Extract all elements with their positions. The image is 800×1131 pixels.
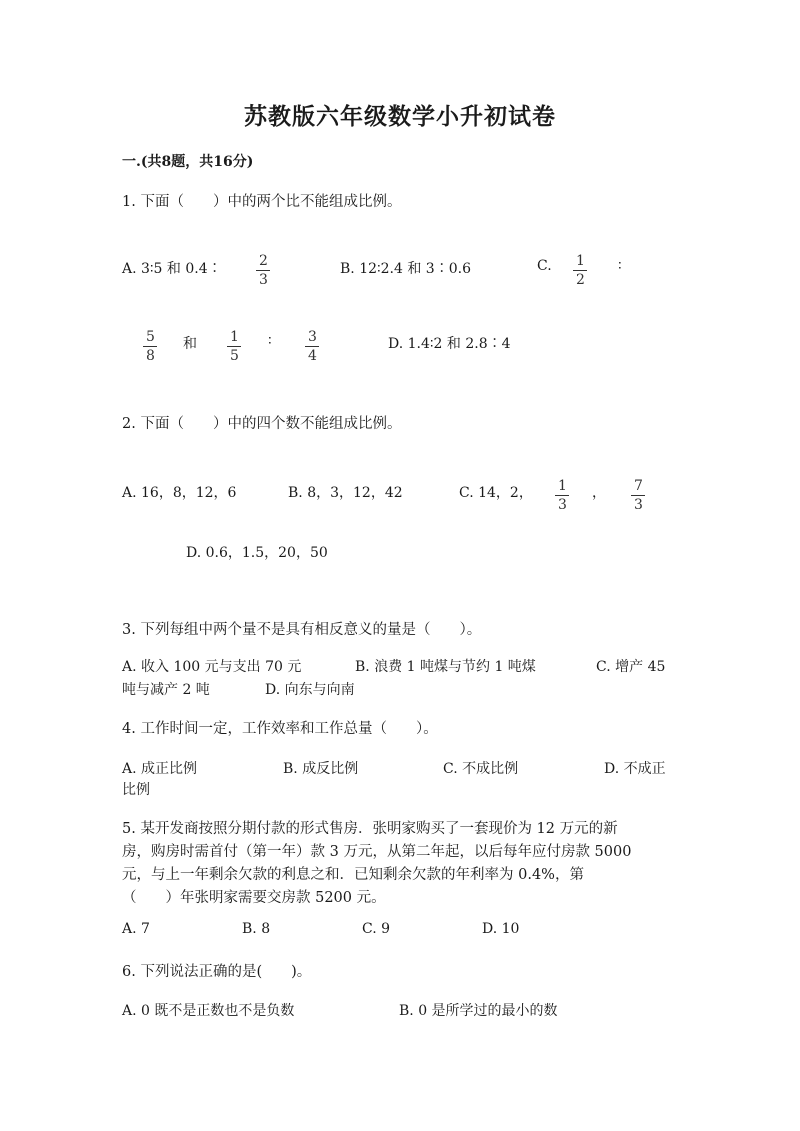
q5-option-d[interactable]: D. 10 <box>482 921 520 937</box>
page-title: 苏教版六年级数学小升初试卷 <box>244 103 556 130</box>
q4-option-c[interactable]: C. 不成比例 <box>443 761 519 777</box>
question-6-stem: 6. 下列说法正确的是( )。 <box>122 964 312 980</box>
q2-option-d[interactable]: D. 0.6，1.5，20，50 <box>186 545 328 561</box>
question-5-line-2: 房，购房时需首付（第一年）款 3 万元，从第二年起，以后每年应付房款 5000 <box>122 844 632 860</box>
question-2-stem: 2. 下面（ ）中的四个数不能组成比例。 <box>122 416 402 432</box>
q1-option-a[interactable]: A. 3∶5 和 0.4∶ <box>122 261 222 277</box>
question-5-line-3: 元，与上一年剩余欠款的利息之和．已知剩余欠款的年利率为 0.4%，第 <box>122 867 584 883</box>
q5-option-b[interactable]: B. 8 <box>242 921 271 937</box>
fraction-numerator: 1 <box>558 478 567 494</box>
q4-option-d-continued: 比例 <box>122 782 150 798</box>
q6-option-a[interactable]: A. 0 既不是正数也不是负数 <box>122 1003 295 1019</box>
q2-option-b[interactable]: B. 8，3，12，42 <box>288 485 403 501</box>
q3-option-d[interactable]: D. 向东与向南 <box>265 682 355 698</box>
fraction-numerator: 7 <box>634 478 643 494</box>
q4-option-d[interactable]: D. 不成正 <box>604 761 666 777</box>
fraction-denominator: 8 <box>146 348 155 364</box>
fraction-denominator: 3 <box>259 272 268 288</box>
fraction-numerator: 1 <box>230 329 239 345</box>
q1-option-a-fraction <box>256 250 271 287</box>
q3-option-a[interactable]: A. 收入 100 元与支出 70 元 <box>122 659 302 675</box>
q3-option-c-continued: 吨与减产 2 吨 <box>122 682 210 698</box>
question-5-line-1: 5. 某开发商按照分期付款的形式售房．张明家购买了一套现价为 12 万元的新 <box>122 821 618 837</box>
q1-option-c-fraction-2 <box>143 326 158 363</box>
q2-option-a[interactable]: A. 16，8，12，6 <box>122 485 237 501</box>
q1-option-c-label[interactable]: C. <box>537 258 552 274</box>
q2-option-c-label[interactable]: C. 14，2， <box>459 485 533 501</box>
fraction-denominator: 4 <box>308 348 317 364</box>
q2-option-c-fraction-1 <box>555 475 570 512</box>
q1-option-b[interactable]: B. 12∶2.4 和 3∶0.6 <box>340 261 471 277</box>
question-4-stem: 4. 工作时间一定，工作效率和工作总量（ ）。 <box>122 721 438 737</box>
q1-option-d[interactable]: D. 1.4∶2 和 2.8∶4 <box>388 336 511 352</box>
q1-option-c-fraction-1 <box>573 250 588 287</box>
q6-option-b[interactable]: B. 0 是所学过的最小的数 <box>399 1003 558 1019</box>
q1-option-c-colon-2: ∶ <box>268 333 272 349</box>
q2-option-c-fraction-2 <box>631 475 646 512</box>
fraction-denominator: 2 <box>576 272 585 288</box>
q4-option-b[interactable]: B. 成反比例 <box>283 761 359 777</box>
question-3-stem: 3. 下列每组中两个量不是具有相反意义的量是（ ）。 <box>122 622 482 638</box>
q1-option-c-fraction-3 <box>227 326 242 363</box>
q2-option-c-comma: ， <box>592 485 606 501</box>
fraction-numerator: 3 <box>308 329 317 345</box>
q3-option-c[interactable]: C. 增产 45 <box>596 659 666 675</box>
q5-option-c[interactable]: C. 9 <box>362 921 391 937</box>
fraction-numerator: 2 <box>259 253 268 269</box>
fraction-numerator: 1 <box>576 253 585 269</box>
q5-option-a[interactable]: A. 7 <box>122 921 150 937</box>
fraction-denominator: 3 <box>558 497 567 513</box>
q1-option-c-fraction-4 <box>305 326 320 363</box>
fraction-denominator: 5 <box>230 348 239 364</box>
q3-option-b[interactable]: B. 浪费 1 吨煤与节约 1 吨煤 <box>355 659 536 675</box>
fraction-numerator: 5 <box>146 329 155 345</box>
question-1-stem: 1. 下面（ ）中的两个比不能组成比例。 <box>122 194 402 210</box>
q1-option-c-colon: ∶ <box>618 258 622 274</box>
q1-option-c-and: 和 <box>183 336 197 352</box>
question-5-line-4: （ ）年张明家需要交房款 5200 元。 <box>122 890 386 906</box>
fraction-denominator: 3 <box>634 497 643 513</box>
q4-option-a[interactable]: A. 成正比例 <box>122 761 198 777</box>
section-heading: 一.(共8题，共16分) <box>122 154 254 170</box>
